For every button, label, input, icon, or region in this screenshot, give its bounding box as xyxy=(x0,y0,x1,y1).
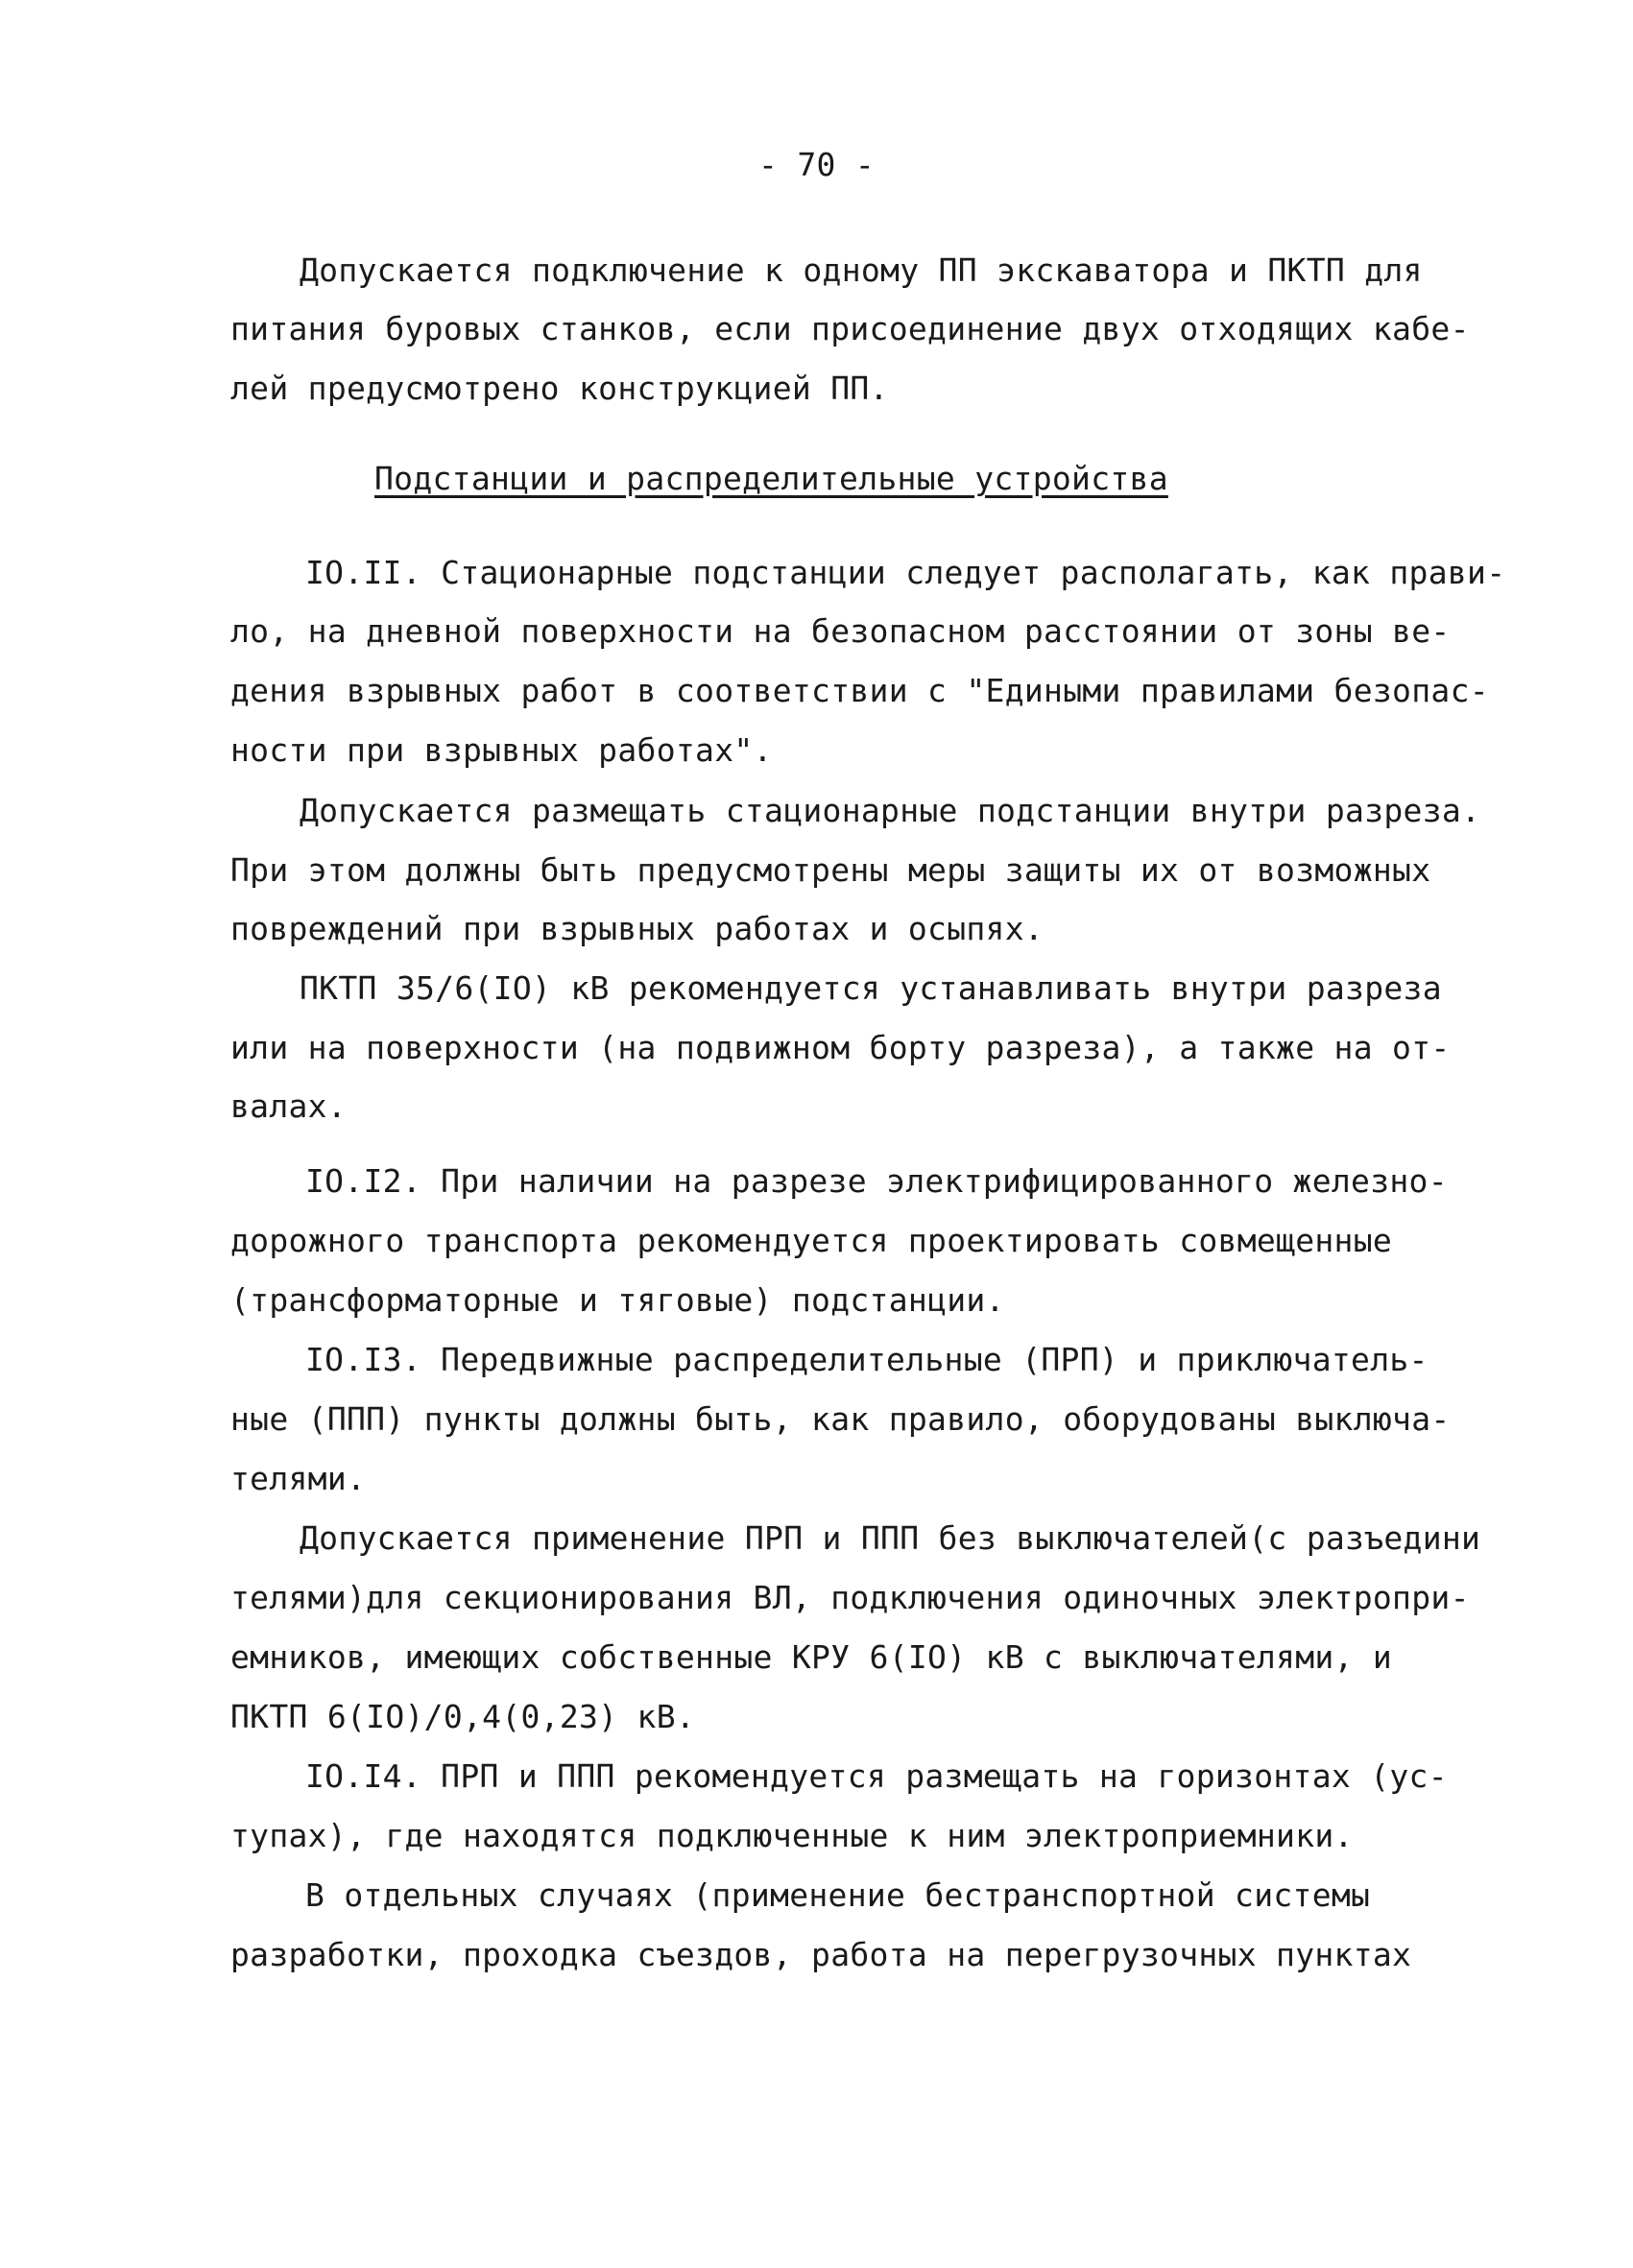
p10-14-line-2: тупах), где находятся подключенные к ним электроприемники. xyxy=(230,1817,1354,1854)
pktp-line-2: или на поверхности (на подвижном борту разреза), а также на от- xyxy=(230,1029,1451,1066)
p10-12-line-2: дорожного транспорта рекомендуется проектировать совмещенные xyxy=(230,1222,1393,1259)
p10-13-line-3: телями. xyxy=(230,1460,367,1497)
p10-13-line-1: IO.I3. Передвижные распределительные (ПРП) и приключатель- xyxy=(305,1341,1429,1378)
p10-12-line-1: IO.I2. При наличии на разрезе электрифицированного железно- xyxy=(305,1162,1448,1200)
intro-line-1: Допускается подключение к одному ПП экскаватора и ПКТП для xyxy=(300,251,1423,289)
pktp-line-3: валах. xyxy=(230,1087,348,1125)
prp-line-4: ПКТП 6(IO)/0,4(0,23) кВ. xyxy=(230,1698,696,1735)
pktp-line-1: ПКТП 35/6(IO) кВ рекомендуется устанавливать внутри разреза xyxy=(300,969,1442,1007)
p10-14-line-1: IO.I4. ПРП и ППП рекомендуется размещать на горизонтах (ус- xyxy=(305,1757,1448,1795)
p10-13-line-2: ные (ППП) пункты должны быть, как правило, оборудованы выключа- xyxy=(230,1400,1451,1438)
p10-11-line-4: ности при взрывных работах". xyxy=(230,731,773,769)
cases-line-2: разработки, проходка съездов, работа на перегрузочных пунктах xyxy=(230,1936,1412,1973)
p10-11-line-1: IO.II. Стационарные подстанции следует располагать, как прави- xyxy=(305,554,1506,591)
placement-line-2: При этом должны быть предусмотрены меры защиты их от возможных xyxy=(230,851,1431,889)
cases-line-1: В отдельных случаях (применение бестранспортной системы xyxy=(305,1876,1371,1914)
page-number: - 70 - xyxy=(757,146,875,183)
p10-11-line-2: ло, на дневной поверхности на безопасном расстоянии от зоны ве- xyxy=(230,612,1451,650)
section-heading: Подстанции и распределительные устройства xyxy=(374,460,1168,497)
intro-line-3: лей предусмотрено конструкцией ПП. xyxy=(230,370,889,407)
placement-line-1: Допускается размещать стационарные подстанции внутри разреза. xyxy=(300,792,1481,829)
p10-12-line-3: (трансформаторные и тяговые) подстанции. xyxy=(230,1281,1005,1319)
prp-line-1: Допускается применение ПРП и ППП без выключателей(с разъедини xyxy=(300,1519,1481,1557)
placement-line-3: повреждений при взрывных работах и осыпях. xyxy=(230,910,1045,947)
prp-line-3: емников, имеющих собственные КРУ 6(IO) кВ с выключателями, и xyxy=(230,1638,1393,1676)
prp-line-2: телями)для секционирования ВЛ, подключения одиночных электропри- xyxy=(230,1579,1470,1616)
p10-11-line-3: дения взрывных работ в соответствии с "Едиными правилами безопас- xyxy=(230,672,1489,709)
intro-line-2: питания буровых станков, если присоединение двух отходящих кабе- xyxy=(230,310,1470,347)
